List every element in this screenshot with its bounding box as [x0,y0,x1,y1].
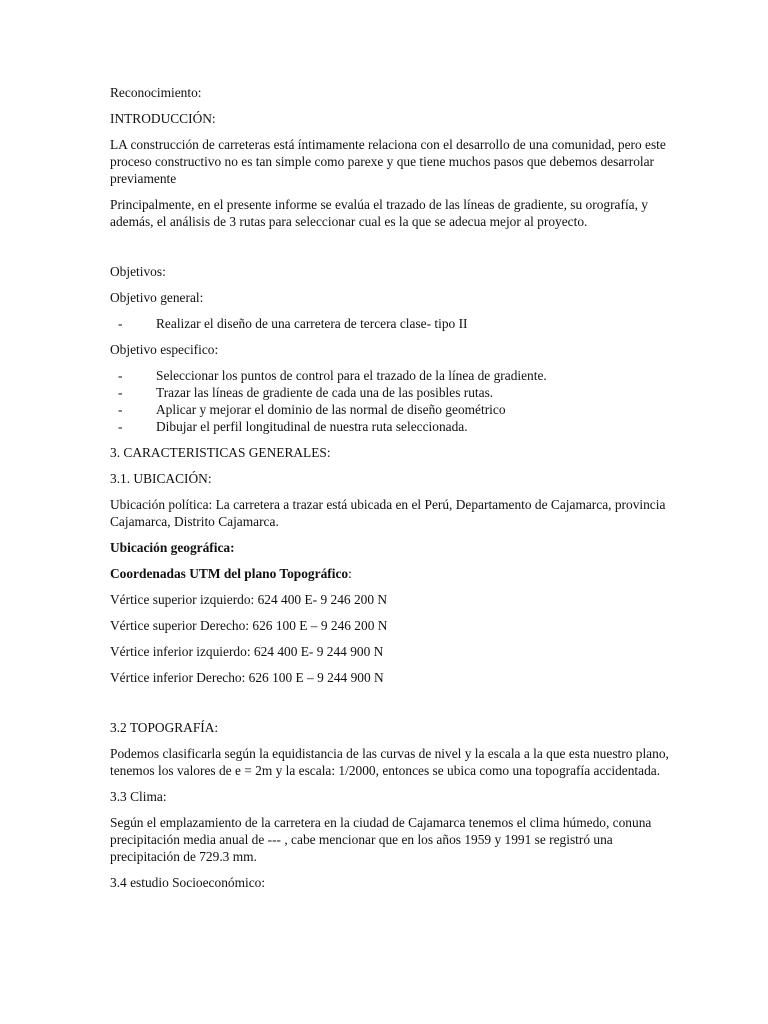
intro-heading: INTRODUCCIÓN: [110,111,216,126]
list-item: - Dibujar el perfil longitudinal de nuestra ruta seleccionada. [110,418,670,435]
clima-heading: 3.3 Clima: [110,789,167,804]
vertice-line: Vértice superior Derecho: 626 100 E – 9 246 200 N [110,618,388,633]
spacer [110,695,670,719]
document-page [110,84,670,900]
reconocimiento-label: Reconocimiento: [110,85,202,100]
coordenadas-colon: : [348,566,352,581]
objetivo-general-heading: Objetivo general: [110,290,204,305]
coordenadas-bold-text: Coordenadas UTM del plano Topográfico [110,566,349,581]
caracteristicas-heading: 3. CARACTERISTICAS GENERALES: [110,445,331,460]
spacer [110,239,670,263]
topografia-heading: 3.2 TOPOGRAFÍA: [110,720,219,735]
objetivo-especifico-list [110,367,670,435]
list-item: - Realizar el diseño de una carretera de tercera clase- tipo II [110,315,670,332]
vertice-line: Vértice superior izquierdo: 624 400 E- 9 246 200 N [110,592,388,607]
vertice-line: Vértice inferior Derecho: 626 100 E – 9 244 900 N [110,670,384,685]
objetivos-heading: Objetivos: [110,264,166,279]
ubicacion-geografica-heading: Ubicación geográfica: [110,540,235,555]
topografia-paragraph: Podemos clasificarla según la equidistancia de las curvas de nivel y la escala a la que esta nuestro plano, tenemos los valores de e = 2m y la escala: 1/2000, entonces se ubica como una topografía accidentada. [110,746,669,778]
clima-paragraph: Según el emplazamiento de la carretera en la ciudad de Cajamarca tenemos el clima húmedo, conuna precipitación media anual de --- , cabe mencionar que en los años 1959 y 1991 se registró una precipitación de 729.3 mm. [110,815,652,864]
list-item: - Trazar las líneas de gradiente de cada una de las posibles rutas. [110,384,670,401]
ubicacion-heading: 3.1. UBICACIÓN: [110,471,212,486]
intro-paragraph-1: LA construcción de carreteras está íntimamente relaciona con el desarrollo de una comunidad, pero este proceso constructivo no es tan simple como parexe y que tiene muchos pasos que debemos desarrolar previamente [110,137,666,186]
objetivo-general-list [110,315,670,332]
vertice-line: Vértice inferior izquierdo: 624 400 E- 9 244 900 N [110,644,384,659]
ubicacion-politica-paragraph: Ubicación política: La carretera a trazar está ubicada en el Perú, Departamento de Cajamarca, provincia Cajamarca, Distrito Cajamarca. [110,497,666,529]
socioeconomico-heading: 3.4 estudio Socioeconómico: [110,875,266,890]
list-item: - Aplicar y mejorar el dominio de las normal de diseño geométrico [110,401,670,418]
coordenadas-heading [110,565,670,582]
objetivo-especifico-heading: Objetivo especifico: [110,342,219,357]
intro-paragraph-2: Principalmente, en el presente informe se evalúa el trazado de las líneas de gradiente, su orografía, y además, el análisis de 3 rutas para seleccionar cual es la que se adecua mejor al proyecto. [110,197,649,229]
list-item: - Seleccionar los puntos de control para el trazado de la línea de gradiente. [110,367,670,384]
